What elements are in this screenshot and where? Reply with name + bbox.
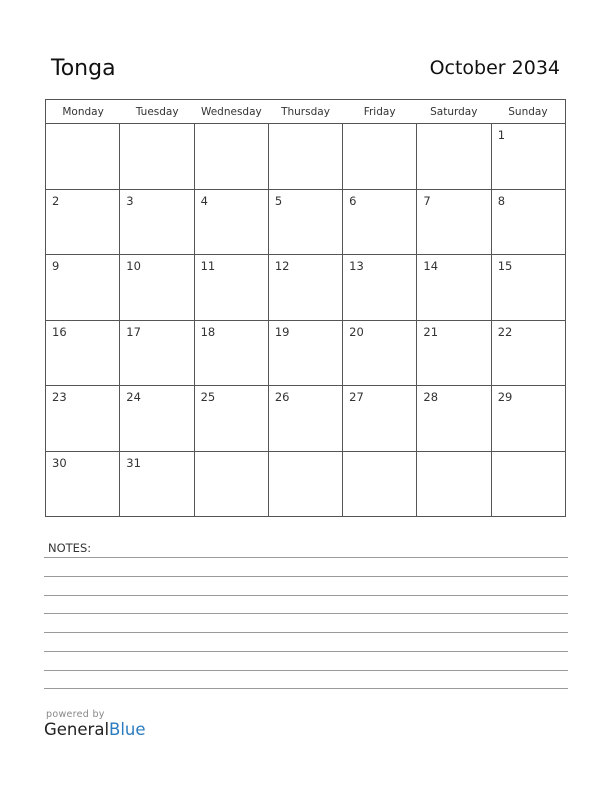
day-cell[interactable] xyxy=(46,255,120,320)
day-cell[interactable] xyxy=(46,452,120,517)
day-number: 25 xyxy=(200,390,216,404)
weekday-monday: Monday xyxy=(62,105,104,118)
week-row xyxy=(46,124,565,190)
notes-line[interactable] xyxy=(44,595,568,596)
day-cell[interactable] xyxy=(195,386,269,451)
week-row xyxy=(46,321,565,387)
weekday-saturday: Saturday xyxy=(430,105,478,118)
week-row xyxy=(46,452,565,517)
day-cell[interactable] xyxy=(343,255,417,320)
day-number: 28 xyxy=(423,390,439,404)
day-number: 11 xyxy=(200,259,216,273)
day-cell[interactable] xyxy=(343,386,417,451)
notes-line[interactable] xyxy=(44,688,568,689)
week-row xyxy=(46,190,565,256)
day-cell[interactable] xyxy=(46,321,120,386)
day-cell[interactable] xyxy=(492,190,565,255)
weekday-sunday: Sunday xyxy=(508,105,548,118)
day-cell[interactable] xyxy=(46,124,120,189)
day-number: 29 xyxy=(497,390,513,404)
week-row xyxy=(46,255,565,321)
day-number: 6 xyxy=(349,193,357,208)
day-cell[interactable] xyxy=(492,452,565,517)
weekday-friday: Friday xyxy=(363,105,396,118)
powered-by-text: powered by xyxy=(46,709,105,720)
day-cell[interactable] xyxy=(120,124,194,189)
notes-line[interactable] xyxy=(44,613,568,614)
day-cell[interactable] xyxy=(492,386,565,451)
weekday-wednesday: Wednesday xyxy=(200,105,262,118)
day-number: 19 xyxy=(274,324,290,339)
day-cell[interactable] xyxy=(46,190,120,255)
day-number: 3 xyxy=(126,193,134,208)
weekday-thursday: Thursday xyxy=(281,105,330,118)
weekday-tuesday: Tuesday xyxy=(135,105,179,118)
day-number: 26 xyxy=(274,390,290,404)
day-cell[interactable] xyxy=(417,190,491,255)
day-cell[interactable] xyxy=(492,124,565,189)
notes-line[interactable] xyxy=(44,576,568,577)
day-cell[interactable] xyxy=(269,255,343,320)
day-number: 8 xyxy=(497,193,506,208)
day-cell[interactable] xyxy=(195,452,269,517)
country-title: Tonga xyxy=(51,56,116,81)
calendar-weeks xyxy=(46,124,565,516)
day-number: 13 xyxy=(349,259,364,273)
day-cell[interactable] xyxy=(343,452,417,517)
day-number: 9 xyxy=(52,259,60,273)
month-year-title: October 2034 xyxy=(429,57,560,79)
weekday-header-row xyxy=(46,100,565,124)
day-number: 14 xyxy=(423,259,439,273)
day-number: 27 xyxy=(349,390,364,404)
notes-line[interactable] xyxy=(44,632,568,633)
day-cell[interactable] xyxy=(120,190,194,255)
day-cell[interactable] xyxy=(269,386,343,451)
day-cell[interactable] xyxy=(417,255,491,320)
day-cell[interactable] xyxy=(417,321,491,386)
day-cell[interactable] xyxy=(343,190,417,255)
logo-blue-text: Blue xyxy=(109,720,146,739)
day-cell[interactable] xyxy=(195,124,269,189)
day-number: 16 xyxy=(52,324,67,339)
day-number: 23 xyxy=(52,390,67,404)
day-number: 18 xyxy=(200,324,216,339)
logo-general-text: General xyxy=(44,720,110,739)
day-cell[interactable] xyxy=(46,386,120,451)
calendar-grid xyxy=(45,99,566,517)
day-number: 10 xyxy=(126,259,141,273)
day-number: 20 xyxy=(349,324,364,339)
day-number: 22 xyxy=(497,324,513,339)
day-cell[interactable] xyxy=(120,386,194,451)
day-cell[interactable] xyxy=(269,190,343,255)
day-number: 12 xyxy=(274,259,290,273)
day-number: 21 xyxy=(423,324,439,339)
day-cell[interactable] xyxy=(120,255,194,320)
day-number: 24 xyxy=(126,390,141,404)
day-cell[interactable] xyxy=(195,255,269,320)
day-number: 4 xyxy=(200,193,208,208)
notes-line[interactable] xyxy=(44,670,568,671)
week-row xyxy=(46,386,565,452)
generalblue-logo[interactable] xyxy=(44,720,146,739)
day-cell[interactable] xyxy=(492,255,565,320)
day-cell[interactable] xyxy=(492,321,565,386)
day-number: 5 xyxy=(274,193,283,208)
day-number: 31 xyxy=(126,455,141,470)
notes-label: NOTES: xyxy=(48,541,92,555)
day-cell[interactable] xyxy=(269,452,343,517)
day-cell[interactable] xyxy=(417,452,491,517)
day-number: 7 xyxy=(423,193,431,208)
day-cell[interactable] xyxy=(120,452,194,517)
day-cell[interactable] xyxy=(343,124,417,189)
day-number: 1 xyxy=(497,128,506,142)
day-number: 30 xyxy=(52,455,67,470)
day-number: 2 xyxy=(52,193,60,208)
notes-line[interactable] xyxy=(44,557,568,558)
day-number: 17 xyxy=(126,324,141,339)
day-cell[interactable] xyxy=(269,321,343,386)
day-cell[interactable] xyxy=(195,190,269,255)
day-cell[interactable] xyxy=(343,321,417,386)
day-cell[interactable] xyxy=(417,124,491,189)
day-cell[interactable] xyxy=(417,386,491,451)
day-number: 15 xyxy=(497,259,513,273)
day-cell[interactable] xyxy=(120,321,194,386)
notes-line[interactable] xyxy=(44,651,568,652)
day-cell[interactable] xyxy=(195,321,269,386)
day-cell[interactable] xyxy=(269,124,343,189)
